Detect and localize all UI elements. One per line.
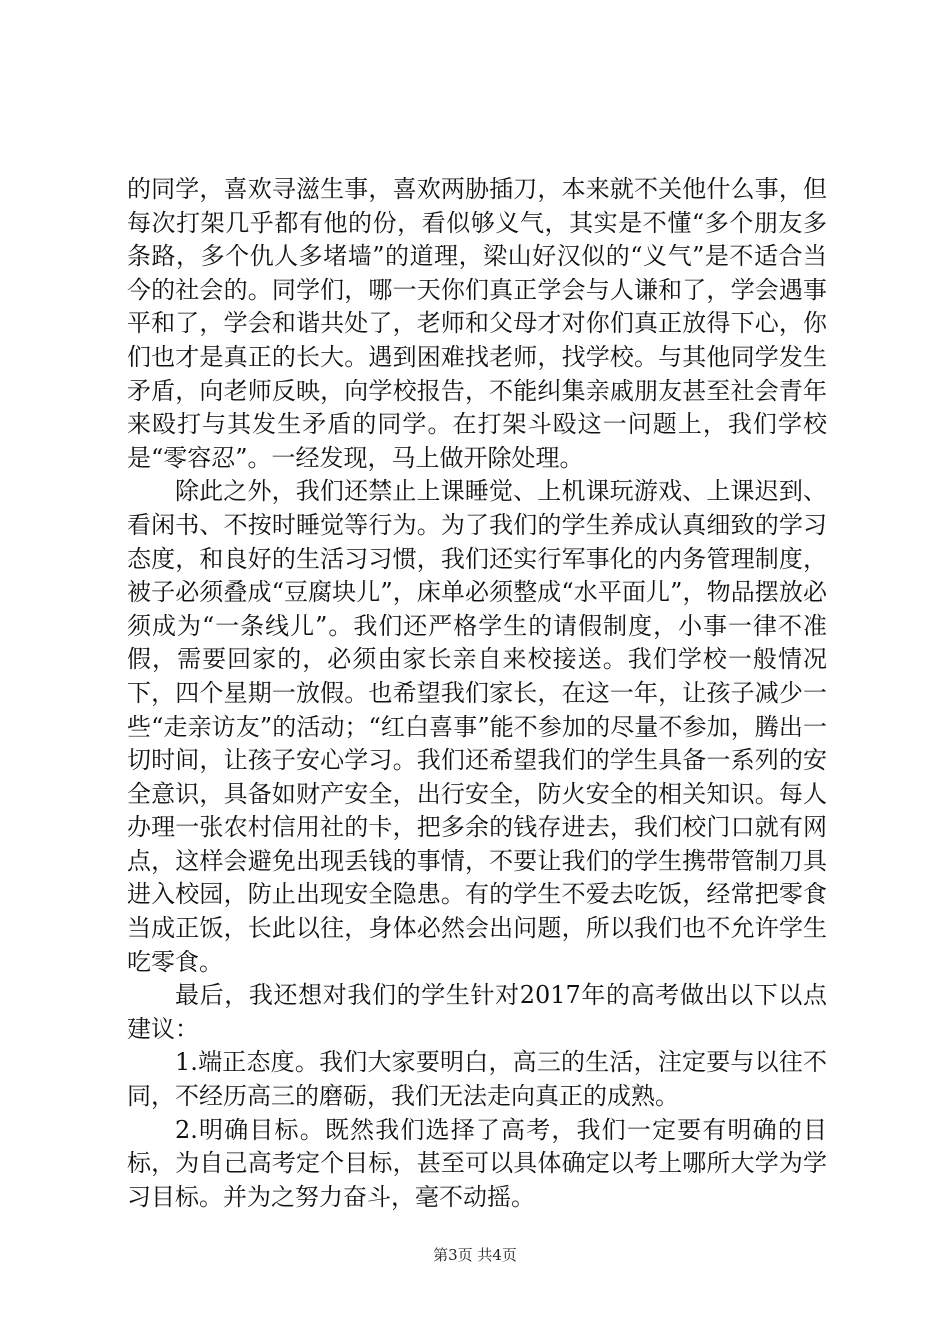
- paragraph-suggestions-intro: 最后，我还想对我们的学生针对2017年的高考做出以下以点建议：: [127, 981, 827, 1043]
- paragraph-continued: 的同学，喜欢寻滋生事，喜欢两胁插刀，本来就不关他什么事，但每次打架几乎都有他的份，看似够义气，其实是不懂“多个朋友多条路，多个仇人多堵墙”的道理，梁山好汉似的“义气”是不适合当今的社会的。同学们，哪一天你们真正学会与人谦和了，学会遇事平和了，学会和谐共处了，老师和父母才对你们真正放得下心，你们也才是真正的长大。遇到困难找老师，找学校。与其他同学发生矛盾，向老师反映，向学校报告，不能纠集亲戚朋友甚至社会青年来殴打与其发生矛盾的同学。在打架斗殴这一问题上，我们学校是“零容忍”。一经发现，马上做开除处理。: [127, 175, 827, 472]
- list-item-attitude: 1.端正态度。我们大家要明白，高三的生活，注定要与以往不同，不经历高三的磨砺，我们无法走向真正的成熟。: [127, 1048, 827, 1111]
- paragraph-rules: 除此之外，我们还禁止上课睡觉、上机课玩游戏、上课迟到、看闲书、不按时睡觉等行为。为了我们的学生养成认真细致的学习态度，和良好的生活习习惯，我们还实行军事化的内务管理制度，被子必须叠成“豆腐块儿”，床单必须整成“水平面儿”，物品摆放必须成为“一条线儿”。我们还严格学生的请假制度，小事一律不准假，需要回家的，必须由家长亲自来校接送。我们学校一般情况下，四个星期一放假。也希望我们家长，在这一年，让孩子减少一些“走亲访友”的活动；“红白喜事”能不参加的尽量不参加，腾出一切时间，让孩子安心学习。我们还希望我们的学生具备一系列的安全意识，具备如财产安全，出行安全，防火安全的相关知识。每人办理一张农村信用社的卡，把多余的钱存进去，我们校门口就有网点，这样会避免出现丢钱的事情，不要让我们的学生携带管制刀具进入校园，防止出现安全隐患。有的学生不爱去吃饭，经常把零食当成正饭，长此以往，身体必然会出问题，所以我们也不允许学生吃零食。: [127, 477, 827, 976]
- list-item-goal: 2.明确目标。既然我们选择了高考，我们一定要有明确的目标，为自己高考定个目标，甚至可以具体确定以考上哪所大学为学习目标。并为之努力奋斗，毫不动摇。: [127, 1115, 827, 1211]
- document-body: [127, 173, 827, 1214]
- page-footer: 第3页 共4页: [433, 1246, 517, 1264]
